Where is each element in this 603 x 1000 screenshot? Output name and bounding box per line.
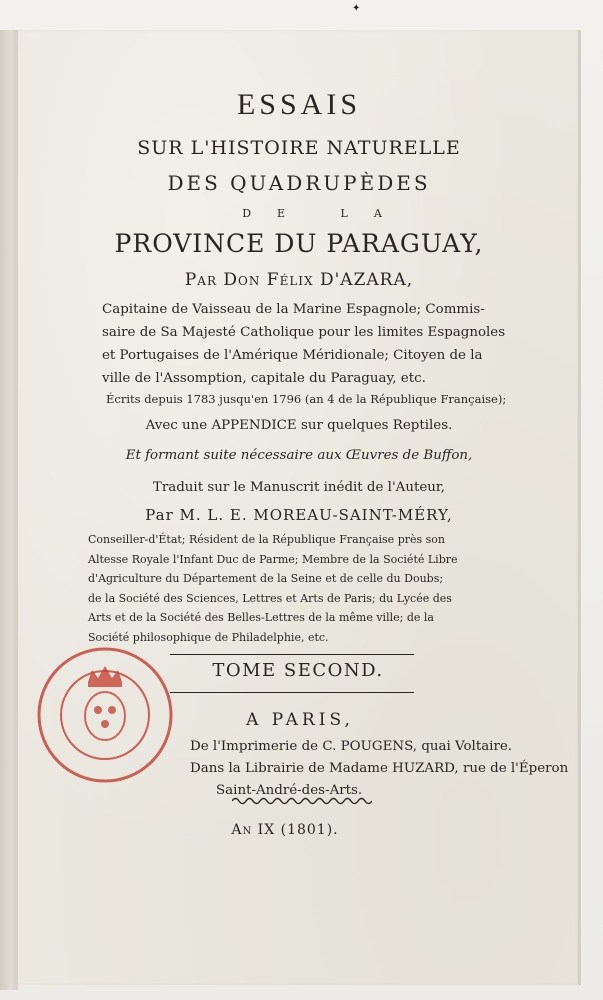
author-description-line: Capitaine de Vaisseau de la Marine Espagnole; Commis- <box>102 302 485 317</box>
translator-line: Par M. L. E. MOREAU-SAINT-MÉRY, <box>145 506 453 524</box>
translator-description-line: Conseiller-d'État; Résident de la République Française près son <box>88 533 445 546</box>
translator-description-line: d'Agriculture du Département de la Seine et de celle du Doubs; <box>88 572 444 585</box>
decorative-wavy-rule-icon <box>232 796 372 806</box>
corner-speck-icon: ✦ <box>352 3 361 14</box>
translator-description-line: de la Société des Sciences, Lettres et Arts de Paris; du Lycée des <box>88 591 452 605</box>
translator-description-line: Arts et de la Société des Belles-Lettres de la même ville; de la <box>88 611 434 624</box>
author-line: Par Don Félix D'AZARA, <box>184 270 414 290</box>
translator-description-line: Altesse Royale l'Infant Duc de Parme; Membre de la Société Libre <box>88 552 458 566</box>
subtitle-line-2: DES QUADRUPÈDES <box>167 171 431 195</box>
translator-description-line: Société philosophique de Philadelphie, etc. <box>88 630 329 644</box>
author-description <box>102 298 506 390</box>
imprint-line: De l'Imprimerie de C. POUGENS, quai Voltaire. <box>190 739 513 754</box>
author-description-line: saire de Sa Majesté Catholique pour les limites Espagnoles <box>102 325 506 340</box>
imprint-line: Saint-André-des-Arts. <box>216 783 363 798</box>
subtitle-line-3: DE LA <box>242 207 408 220</box>
appendix-line: Avec une APPENDICE sur quelques Reptiles. <box>145 418 453 433</box>
author-description-line: ville de l'Assomption, capitale du Paraguay, etc. <box>102 371 426 386</box>
book-spine-edge <box>0 30 18 990</box>
place-of-publication: A PARIS, <box>246 710 354 730</box>
bottom-rule <box>170 692 414 693</box>
author-description-line: et Portugaises de l'Amérique Méridionale; Citoyen de la <box>102 348 483 363</box>
series-line: Et formant suite nécessaire aux Œuvres de Buffon, <box>125 448 473 463</box>
publication-date: An IX (1801). <box>231 822 339 838</box>
written-dates: Écrits depuis 1783 jusqu'en 1796 (an 4 de la République Française); <box>106 392 507 406</box>
book-title: ESSAIS <box>236 88 362 121</box>
volume-label: TOME SECOND. <box>212 660 384 681</box>
subtitle-line-4: PROVINCE DU PARAGUAY, <box>114 229 484 258</box>
imprint-line: Dans la Librairie de Madame HUZARD, rue de l'Éperon <box>190 761 569 776</box>
top-rule <box>170 654 414 655</box>
library-stamp-icon <box>30 640 180 790</box>
imprint <box>160 736 569 802</box>
translator-description <box>88 530 498 647</box>
translated-line: Traduit sur le Manuscrit inédit de l'Auteur, <box>152 480 446 495</box>
subtitle-line-1: SUR L'HISTOIRE NATURELLE <box>137 137 461 159</box>
